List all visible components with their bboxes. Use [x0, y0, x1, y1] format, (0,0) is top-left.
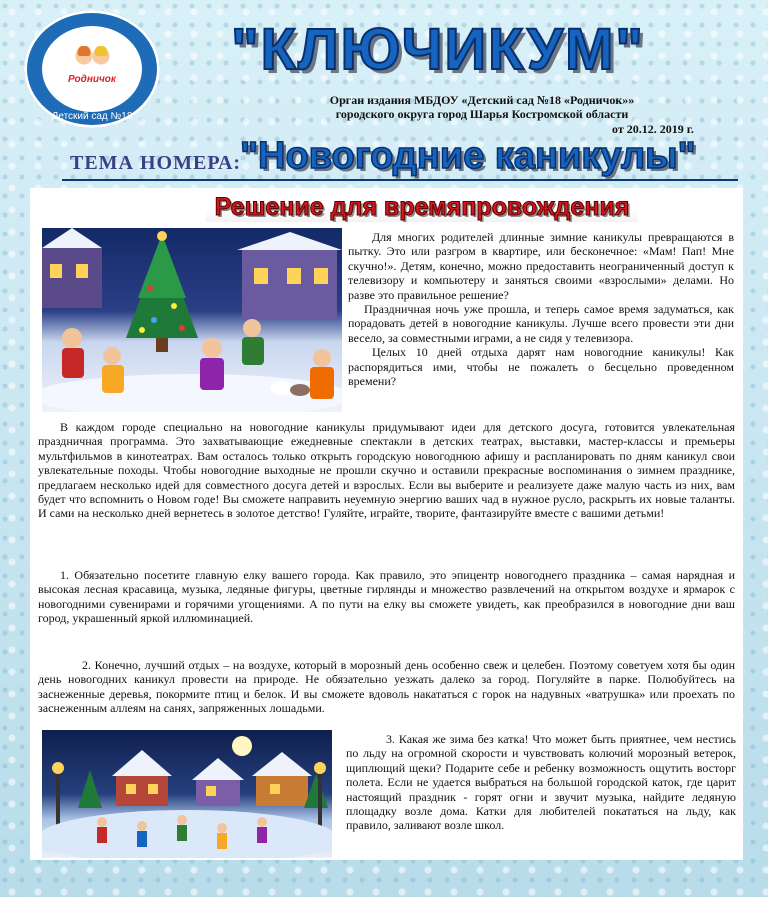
tip-2-paragraph: 2. Конечно, лучший отдых – на воздухе, который в морозный день особенно свеж и целебен. Поэтому советуем хотя бы один день новогодних каникул провести на природе. Не обязательно уезжать далеко за город. Погуляйте в парке. Полюбуйтесь на заснеженные деревья, покормите птиц и белок. И вы сможете вдоволь накататься с горок на надувных «ватрушка» или проехать по заснеженным аллеям на санях, запряженных лошадьми.	[38, 658, 735, 716]
kindergarten-logo	[24, 10, 160, 128]
children-emblem-icon	[74, 44, 110, 70]
intro-text	[348, 230, 734, 388]
intro-paragraph-3: Целых 10 дней отдыха дарят нам новогодние каникулы! Как распорядиться ими, чтобы не пожалеть о бесцельно проведенном времени?	[348, 345, 734, 389]
intro-paragraph-1: Для многих родителей длинные зимние каникулы превращаются в пытку. Это или разгром в квартире, или бесконечное: «Мам! Пап! Мне скучно!». Детям, конечно, можно предоставить неограниченный доступ к телевизору и компьютеру и заняться своими «взрослыми» делами. Но разве это правильное решение?	[348, 230, 734, 302]
tip-1-paragraph: 1. Обязательно посетите главную елку вашего города. Как правило, это эпицентр новогоднего праздника – самая нарядная и высокая лесная красавица, музыка, ледяные фигуры, цветные гирлянды и множество развлечений на открытом воздухе и ярмарок с новогодними сувенирами и горячими угощениями. А по пути на елку вы сможете увидеть, как преобразился в новогодние дни ваш город, украшенный яркой иллюминацией.	[38, 568, 735, 626]
logo-ring-text: Детский сад №18	[51, 111, 133, 122]
issue-date: от 20.12. 2019 г.	[612, 122, 694, 136]
publisher-info	[272, 93, 692, 121]
publisher-line-2: городского округа город Шарья Костромской области	[335, 107, 629, 121]
masthead-title: "КЛЮЧИКУМ"	[231, 17, 645, 82]
publisher-line-1: Орган издания МБДОУ «Детский сад №18 «Родничок»»	[329, 93, 635, 107]
logo-brand-text: Родничок	[68, 74, 116, 85]
body-paragraph: В каждом городе специально на новогодние каникулы придумывают идеи для детского досуга, готовится увлекательная праздничная программа. Это захватывающие ежедневные спектакли в детских театрах, выставки, мастер-классы и премьеры мультфильмов в кинотеатрах. Вам осталось только открыть городскую новогоднюю афишу и распланировать по дням каникул свои увлекательные походы. Чтобы новогодние выходные не прошли скучно и оставили прекрасные воспоминания о зимнем празднике, предлагаем несколько идей для совместного досуга детей и взрослых. Если вы выберите и реализуете даже малую часть из них, вам будет что вспомнить о Новом годе! Вы сможете направить неуемную энергию ваших чад в нужное русло, раскрыть их новые таланты. И сами на несколько дней вернетесь в золотое детство! Гуляйте, играйте, творите, фантазируйте вместе с вашими детьми!	[38, 420, 735, 521]
header-divider	[62, 179, 738, 181]
article-panel	[30, 188, 743, 860]
christmas-tree-illustration	[42, 228, 342, 412]
logo-inner	[42, 26, 142, 112]
intro-paragraph-2: Праздничная ночь уже прошла, и теперь самое время задуматься, как порадовать детей в новогодние каникулы. Лучше всего провести эти дни весело, за совместными играми, а не сидя у телевизора.	[348, 302, 734, 345]
theme-label: ТЕМА НОМЕРА:	[70, 152, 242, 174]
skating-rink-illustration	[42, 730, 332, 858]
article-heading: Решение для времяпровождения	[206, 192, 638, 222]
theme-title: "Новогодние каникулы"	[240, 135, 696, 177]
tip-3-paragraph: 3. Какая же зима без катка! Что может быть приятнее, чем нестись по льду на огромной скорости и чувствовать колючий морозный ветерок, щиплющий щеки? Подарите себе и ребенку возможность ощутить восторг полета. Если не удается выбраться на большой городской каток, где царит настоящий праздник - горят огни и звучит музыка, найдите ледяную площадку возле дома. Катки для любителей покататься на льду, как правило, заливают возле школ.	[346, 732, 736, 833]
